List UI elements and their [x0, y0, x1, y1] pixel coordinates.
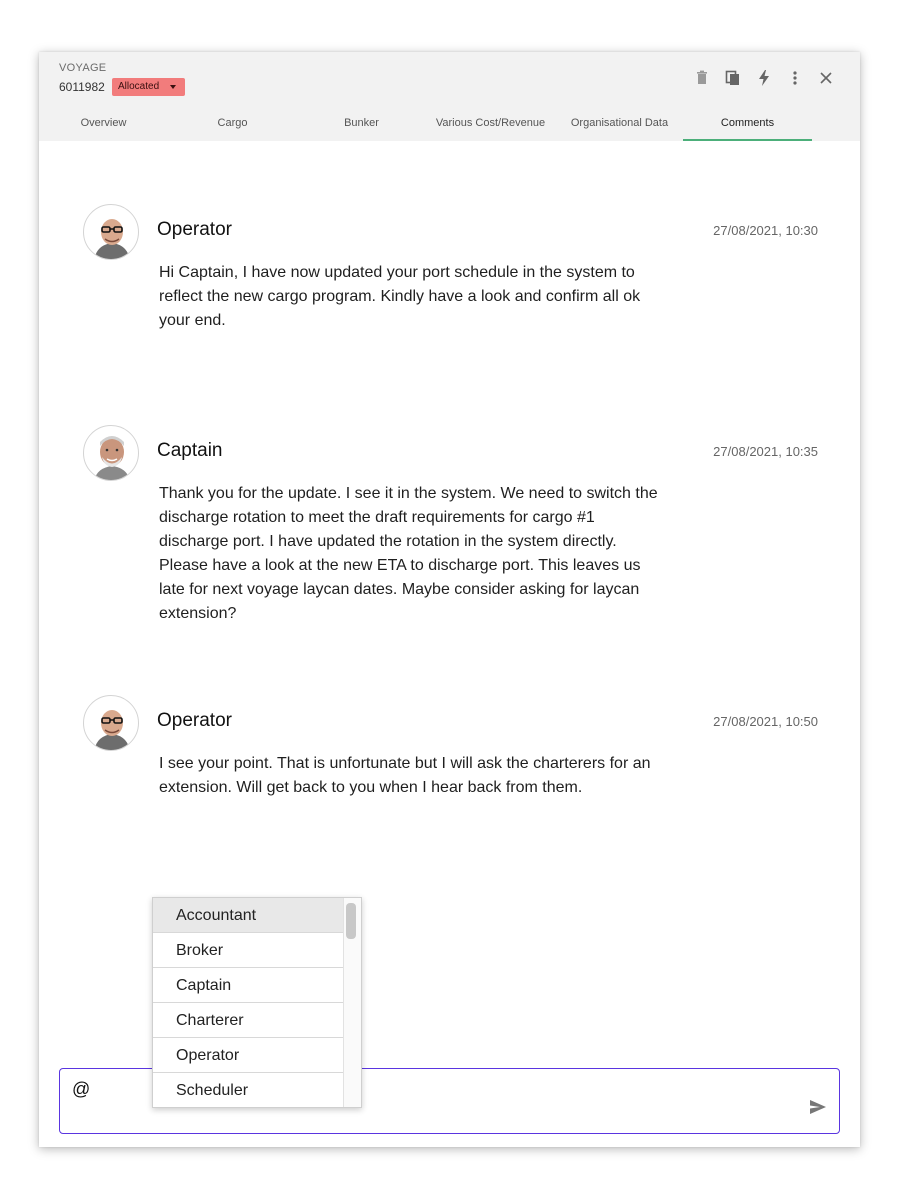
mention-option-label: Accountant	[176, 907, 257, 924]
comment-text: Hi Captain, I have now updated your port schedule in the system to reflect the new cargo program. Kindly have a look and confirm all ok your end.	[159, 264, 641, 329]
tab-organisational-data[interactable]: Organisational Data	[570, 117, 669, 129]
mention-option-label: Operator	[176, 1047, 240, 1064]
trash-icon[interactable]	[693, 69, 711, 87]
voyage-panel	[39, 52, 860, 1147]
comment-text: Thank you for the update. I see it in the system. We need to switch the discharge rotation to meet the draft requirements for cargo #1 discharge port. I have updated the rotation in the system directly. Please have a look at the new ETA to discharge port. This leaves us late for next voyage laycan dates. Maybe consider asking for laycan extension?	[159, 485, 658, 622]
copy-icon[interactable]	[724, 69, 742, 87]
close-icon[interactable]	[817, 69, 835, 87]
avatar	[83, 425, 139, 481]
avatar	[83, 695, 139, 751]
mention-option-captain[interactable]	[153, 968, 343, 1003]
chevron-down-icon	[170, 85, 176, 89]
status-dropdown[interactable]	[112, 78, 185, 96]
comment-author: Operator	[157, 219, 232, 240]
mention-option-label: Charterer	[176, 1012, 244, 1029]
mention-option-scheduler[interactable]	[153, 1073, 343, 1108]
mention-option-label: Scheduler	[176, 1082, 249, 1099]
comment-item	[83, 695, 818, 835]
mention-option-operator[interactable]	[153, 1038, 343, 1073]
tab-bar	[39, 110, 860, 141]
mention-option-label: Captain	[176, 977, 232, 994]
comment-timestamp: 27/08/2021, 10:35	[713, 444, 818, 459]
voyage-label: VOYAGE	[59, 62, 107, 74]
dropdown-scroll-thumb[interactable]	[346, 903, 356, 939]
mention-option-label: Broker	[176, 942, 224, 959]
comment-item	[83, 425, 818, 635]
send-icon[interactable]	[809, 1099, 827, 1115]
comment-item	[83, 204, 818, 344]
mention-option-accountant[interactable]	[153, 898, 343, 933]
voyage-number: 6011982	[59, 80, 105, 94]
tab-overview[interactable]: Overview	[80, 117, 127, 129]
more-vertical-icon[interactable]	[786, 69, 804, 87]
mention-dropdown	[152, 897, 362, 1108]
tab-various-cost-revenue[interactable]: Various Cost/Revenue	[435, 117, 546, 129]
comment-text: I see your point. That is unfortunate but I will ask the charterers for an extension. Will get back to you when I hear back from them.	[159, 755, 651, 796]
avatar	[83, 204, 139, 260]
comment-author: Captain	[157, 440, 223, 461]
mention-option-broker[interactable]	[153, 933, 343, 968]
tab-comments[interactable]: Comments	[683, 110, 812, 141]
comment-timestamp: 27/08/2021, 10:50	[713, 714, 818, 729]
mention-option-charterer[interactable]	[153, 1003, 343, 1038]
tab-cargo[interactable]: Cargo	[217, 117, 248, 129]
status-badge: Allocated	[118, 81, 160, 92]
bolt-icon[interactable]	[755, 69, 773, 87]
comment-timestamp: 27/08/2021, 10:30	[713, 223, 818, 238]
tab-bunker[interactable]: Bunker	[344, 117, 379, 129]
comment-author: Operator	[157, 710, 232, 731]
voyage-header	[39, 52, 860, 141]
comment-input-value[interactable]: @	[72, 1079, 91, 1099]
